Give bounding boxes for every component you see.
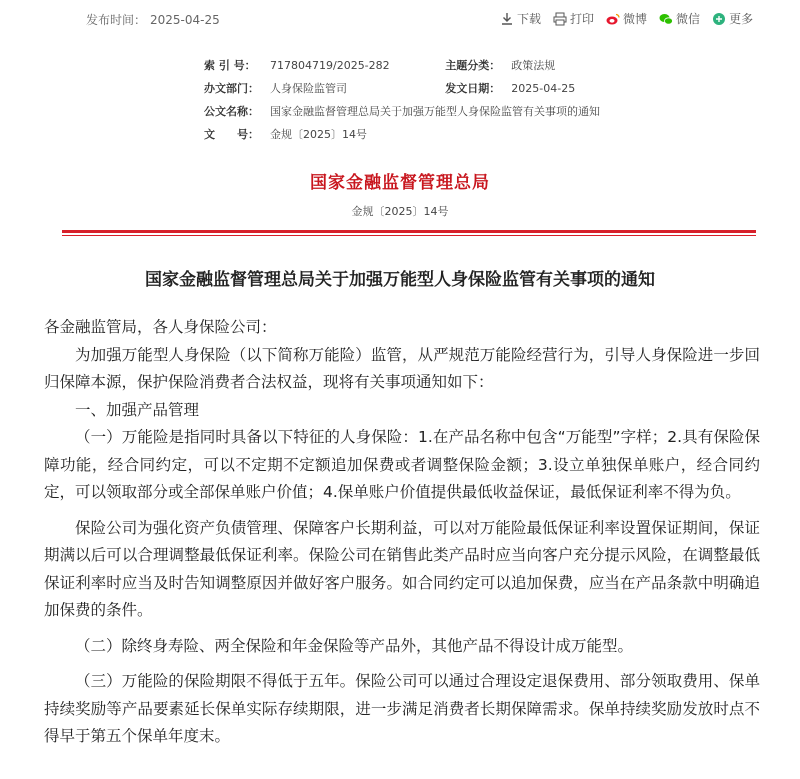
- weibo-icon: [606, 12, 620, 26]
- section-heading: 一、加强产品管理: [75, 400, 200, 419]
- meta-row-name: [204, 100, 624, 123]
- dept-value: 人身保险监管司: [270, 82, 347, 95]
- body-paragraph: （三）万能险的保险期限不得低于五年。保险公司可以通过合理设定退保费用、部分领取费用、保单持续奖励等产品要素延长保单实际存续期限，进一步满足消费者长期保障需求。保单持续奖励发放时点不得早于第五个保单年度末。: [44, 672, 760, 745]
- wechat-share-button[interactable]: [659, 10, 700, 27]
- publish-date-label: 发布时间：: [86, 13, 147, 27]
- meta-category: [445, 54, 624, 77]
- red-divider: [62, 230, 756, 233]
- category-value: 政策法规: [511, 59, 556, 72]
- body-paragraph: 为加强万能型人身保险（以下简称万能险）监管，从严规范万能险经营行为，引导人身保险进一步回归保障本源，保护保险消费者合法权益，现将有关事项通知如下：: [44, 345, 760, 391]
- meta-date: [445, 77, 624, 100]
- more-label: 更多: [729, 12, 754, 26]
- index-key: 索 引 号：: [204, 59, 256, 72]
- body-paragraph: （二）除终身寿险、两全保险和年金保险等产品外，其他产品不得设计成万能型。: [75, 636, 634, 655]
- body-paragraph: （一）万能险是指同时具备以下特征的人身保险：1.在产品名称中包含“万能型”字样；2.具有保险保障功能，经合同约定，可以不定期不定额追加保费或者调整保险金额；3.设立单独保单账户，经合同约定，可以领取部分或全部保单账户价值；4.保单账户价值提供最低收益保证，最低保证利率不得为负。: [44, 428, 760, 501]
- top-toolbar: [0, 0, 800, 34]
- document-metadata: [204, 54, 624, 146]
- weibo-share-button[interactable]: [606, 10, 647, 27]
- document-title: 国家金融监督管理总局关于加强万能型人身保险监管有关事项的通知: [145, 270, 655, 290]
- red-divider-thin: [62, 235, 756, 236]
- meta-row-number: [204, 123, 624, 146]
- meta-dept: [204, 77, 445, 100]
- body-paragraph: 保险公司为强化资产负债管理、保障客户长期利益，可以对万能险最低保证利率设置保证期间，保证期满以后可以合理调整最低保证利率。保险公司在销售此类产品时应当向客户充分提示风险，在调整最低保证利率时应当及时告知调整原因并做好客户服务。如合同约定可以追加保费，应当在产品条款中明确追加保费的条件。: [44, 518, 760, 619]
- print-button[interactable]: [553, 10, 594, 27]
- weibo-label: 微博: [623, 12, 648, 26]
- download-label: 下载: [517, 12, 542, 26]
- date-key: 发文日期：: [445, 82, 501, 95]
- date-value: 2025-04-25: [511, 82, 576, 95]
- number-value: 金规〔2025〕14号: [270, 128, 367, 141]
- category-key: 主题分类：: [445, 59, 501, 72]
- more-icon: [712, 12, 726, 26]
- number-key: 文 号：: [204, 128, 259, 141]
- issuing-organization: 国家金融监督管理总局: [310, 173, 490, 193]
- download-button[interactable]: [500, 10, 541, 27]
- document-number: 金规〔2025〕14号: [351, 205, 449, 218]
- publish-date-value: 2025-04-25: [150, 13, 220, 27]
- print-label: 打印: [570, 12, 595, 26]
- index-value: 717804719/2025-282: [270, 59, 390, 72]
- salutation: 各金融监管局，各人身保险公司：: [44, 318, 277, 336]
- meta-row-index: [204, 54, 624, 77]
- download-icon: [500, 12, 514, 26]
- publish-date: [86, 11, 224, 28]
- meta-row-dept: [204, 77, 624, 100]
- name-value: 国家金融监督管理总局关于加强万能型人身保险监管有关事项的通知: [270, 105, 600, 118]
- meta-index: [204, 54, 445, 77]
- wechat-label: 微信: [676, 12, 701, 26]
- dept-key: 办文部门：: [204, 82, 259, 95]
- name-key: 公文名称：: [204, 105, 259, 118]
- more-share-button[interactable]: [712, 10, 753, 27]
- print-icon: [553, 12, 567, 26]
- document-body: [44, 314, 760, 751]
- share-tools: [500, 10, 753, 27]
- wechat-icon: [659, 12, 673, 26]
